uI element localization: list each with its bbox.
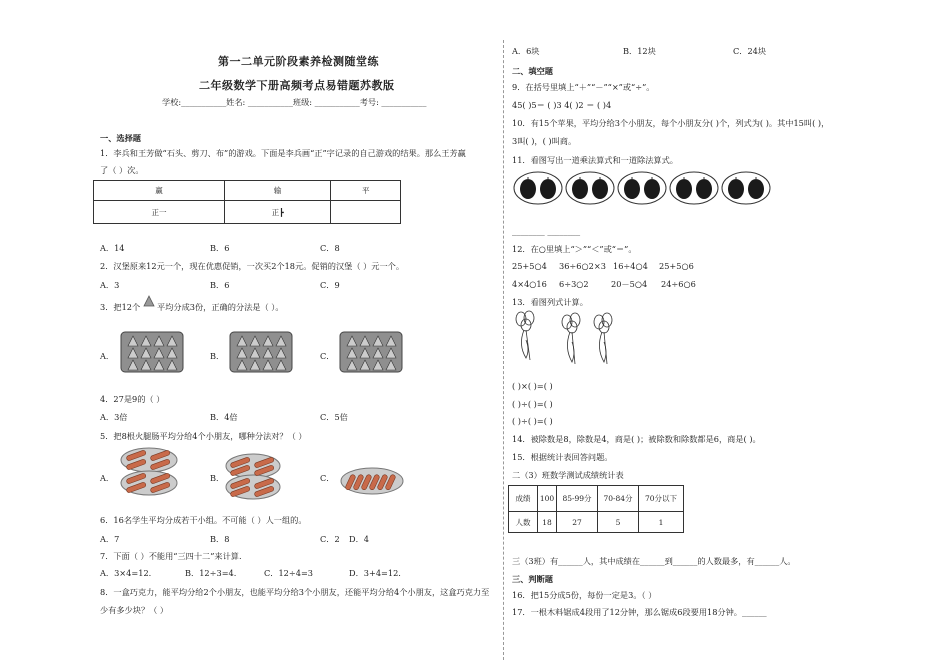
- table-header: 100: [538, 486, 557, 512]
- q16-text: 16．把15分成5份，每份一定是3。（ ）: [512, 590, 657, 600]
- q6-opt-c: C．2: [320, 534, 340, 544]
- table-cell-text: 正: [271, 207, 280, 217]
- column-divider: [503, 40, 504, 660]
- page-subtitle: 二年级数学下册高频考点易错题苏教版: [199, 79, 395, 92]
- apple-icon: [728, 179, 744, 199]
- table-cell: 人数: [509, 512, 538, 533]
- sausage-plates-a: [116, 446, 182, 498]
- q12-text: 12．在○里填上“＞”“＜”或“＝”。: [512, 244, 637, 254]
- table-header: 85-99分: [557, 486, 598, 512]
- q8-opt-c: C．24块: [733, 46, 767, 56]
- q4-text: 4．27是9的（ ）: [100, 394, 165, 404]
- q14-text: 14．被除数是8，除数是4，商是( )；被除数和除数都是6，商是( )。: [512, 434, 761, 444]
- q13-text: 13．看图列式计算。: [512, 297, 588, 307]
- apple-icon: [520, 179, 536, 199]
- q13-row: ( )÷( )=( ): [512, 399, 553, 409]
- q12-item: 36÷6○2×3: [559, 261, 606, 271]
- q12-item: 24÷6○6: [661, 279, 696, 289]
- apple-icon: [676, 179, 692, 199]
- q15-text: 15．根据统计表回答问题。: [512, 452, 613, 462]
- table-cell: 正┣: [224, 201, 331, 224]
- q2-opt-a: A．3: [100, 280, 120, 290]
- apple-icon: [592, 179, 608, 199]
- q6-opt-b: B．8: [210, 534, 230, 544]
- q3-text-b: 平均分成3份，正确的分法是（ ）。: [157, 302, 284, 312]
- q6-opt-d: D．4: [349, 534, 369, 544]
- apple-groups: [512, 168, 777, 208]
- q9-text: 9．在括号里填上“＋”“－”“×”或“÷”。: [512, 82, 655, 92]
- q7-opt-d: D．3+4=12.: [349, 568, 401, 578]
- q13-row: ( )×( )=( ): [512, 381, 553, 391]
- q1-opt-b: B．6: [210, 243, 230, 253]
- q10-text2: 3叫( )，( )叫商。: [512, 136, 577, 146]
- sausage-plates-b: [222, 452, 284, 500]
- q2-opt-b: B．6: [210, 280, 230, 290]
- q12-item: 20－5○4: [611, 279, 648, 289]
- q8-text2: 少有多少块？（ ）: [100, 605, 169, 615]
- q1-text: 1．李兵和王芳做“石头、剪刀、布”的游戏。下面是李兵画“正”字记录的自己游戏的结果。那么王芳赢: [100, 148, 466, 158]
- q1-table: [93, 180, 401, 224]
- q3-opt-a: A．: [100, 351, 115, 361]
- triangle-tray-a: [120, 331, 184, 373]
- q12-item: 16÷4○4: [613, 261, 648, 271]
- score-table: [508, 485, 684, 533]
- section-judge: 三、判断题: [512, 574, 553, 584]
- apple-icon: [624, 179, 640, 199]
- q3-opt-c: C．: [320, 351, 335, 361]
- table-header: 成绩: [509, 486, 538, 512]
- q3-opt-b: B．: [210, 351, 225, 361]
- table-header: 平: [331, 181, 401, 201]
- apple-icon: [644, 179, 660, 199]
- q3-text-a: 3．把12个: [100, 302, 141, 312]
- table-header: 输: [224, 181, 331, 201]
- q4-opt-a: A．3倍: [100, 412, 128, 422]
- section-fill: 二、填空题: [512, 66, 553, 76]
- apple-icon: [572, 179, 588, 199]
- page-title: 第一二单元阶段素养检测随堂练: [218, 55, 379, 68]
- q12-item: 4×4○16: [512, 279, 547, 289]
- apple-icon: [696, 179, 712, 199]
- q11-text: 11．看图写出一道乘法算式和一道除法算式。: [512, 155, 678, 165]
- q9-line: 45( )5＝ ( )3 4( )2 ＝ ( )4: [512, 100, 612, 110]
- q12-item: 25+5○4: [512, 261, 547, 271]
- table-cell: 正一: [94, 201, 225, 224]
- table-cell: 27: [557, 512, 598, 533]
- q12-item: 25+5○6: [659, 261, 694, 271]
- q5-opt-a: A．: [100, 473, 115, 483]
- q7-text: 7．下面（ ）不能用“三四十二”来计算.: [100, 551, 242, 561]
- q15-table-title: 二（3）班数学测试成绩统计表: [512, 470, 624, 480]
- apple-icon: [748, 179, 764, 199]
- sausage-plate-c: [338, 466, 406, 496]
- apple-icon: [540, 179, 556, 199]
- q4-opt-c: C．5倍: [320, 412, 348, 422]
- q10-text: 10．有15个苹果，平均分给3个小朋友，每个小朋友分( )个，列式为( )。其中15叫( )，: [512, 118, 830, 128]
- triangle-tray-b: [229, 331, 293, 373]
- q1-opt-a: A．14: [100, 243, 125, 253]
- q1-opt-c: C．8: [320, 243, 340, 253]
- q6-text: 6．16名学生平均分成若干小组。不可能（ ）人一组的。: [100, 515, 307, 525]
- triangle-icon: [143, 295, 155, 307]
- section-choice: 一、选择题: [100, 133, 141, 143]
- table-header: 70分以下: [639, 486, 684, 512]
- q5-opt-b: B．: [210, 473, 225, 483]
- q8-opt-b: B．12块: [623, 46, 656, 56]
- q17-text: 17．一根木料锯成4段用了12分钟，那么锯成6段要用18分钟。______: [512, 607, 767, 617]
- q2-opt-c: C．9: [320, 280, 340, 290]
- q5-opt-c: C．: [320, 473, 335, 483]
- q7-opt-b: B．12÷3=4.: [185, 568, 237, 578]
- table-header: 70-84分: [598, 486, 639, 512]
- table-cell: 1: [639, 512, 684, 533]
- q15-answer: 三（3班）有______人，其中成绩在______到______的人数最多，有______人。: [512, 556, 796, 566]
- triangle-tray-c: [339, 331, 403, 373]
- q8-text: 8．一盒巧克力，能平均分给2个小朋友，也能平均分给3个小朋友，还能平均分给4个小朋友，这盒巧克力至: [100, 587, 490, 597]
- table-cell: 5: [598, 512, 639, 533]
- q8-opt-a: A．6块: [512, 46, 540, 56]
- q5-text: 5．把8根火腿肠平均分给4个小朋友，哪种分法对？（ ）: [100, 431, 307, 441]
- q7-opt-a: A．3×4=12.: [100, 568, 152, 578]
- q11-blanks: ________ ________: [512, 226, 581, 236]
- q2-text: 2．汉堡原来12元一个，现在优惠促销，一次买2个18元。促销的汉堡（ ）元一个。: [100, 261, 405, 271]
- q13-row: ( )÷( )=( ): [512, 416, 553, 426]
- table-cell: [331, 201, 401, 224]
- q7-opt-c: C．12÷4=3: [264, 568, 314, 578]
- q1-text2: 了（ ）次。: [100, 165, 144, 175]
- q12-item: 6÷3○2: [559, 279, 589, 289]
- table-cell: 18: [538, 512, 557, 533]
- balloon-bunches: [512, 310, 642, 372]
- table-header: 赢: [94, 181, 225, 201]
- q4-opt-b: B．4倍: [210, 412, 238, 422]
- student-info: 学校:___________姓名: ___________班级: ___________考号: ___________: [162, 97, 427, 107]
- q6-opt-a: A．7: [100, 534, 120, 544]
